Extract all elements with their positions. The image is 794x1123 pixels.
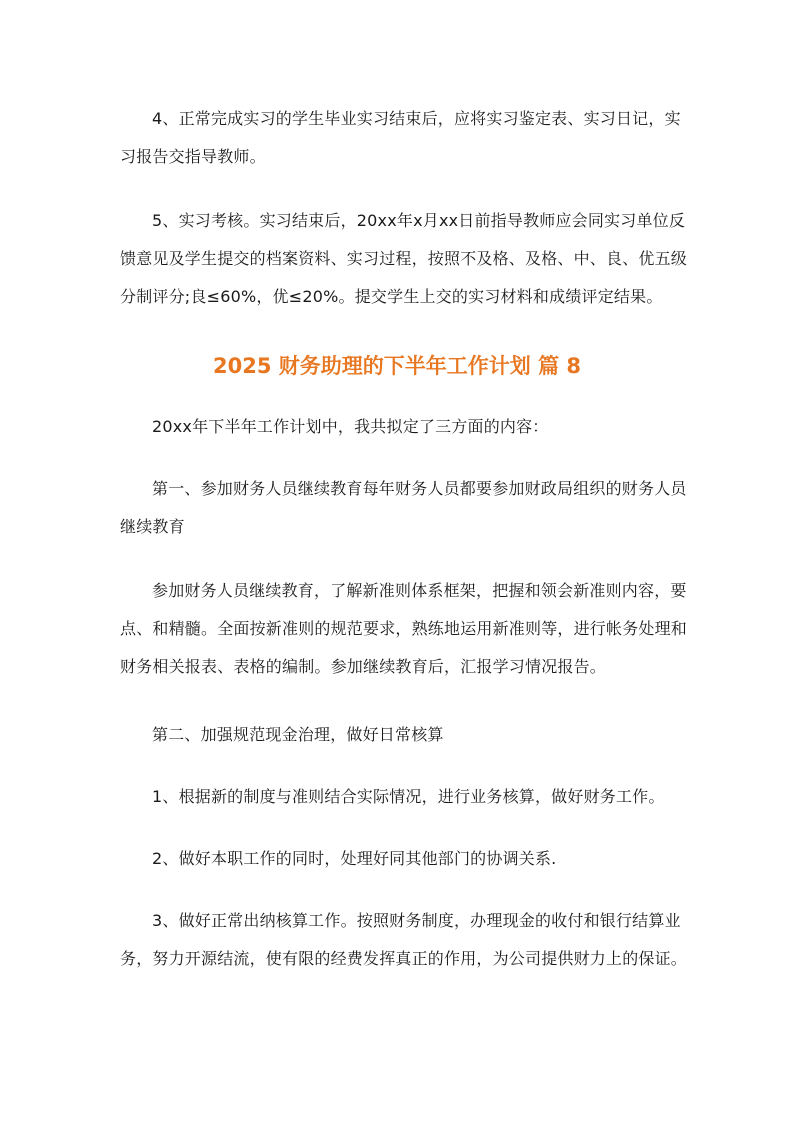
paragraph-item-1: 1、根据新的制度与准则结合实际情况，进行业务核算，做好财务工作。 bbox=[152, 787, 665, 806]
section-title: 2025 财务助理的下半年工作计划 篇 8 bbox=[213, 354, 581, 378]
paragraph-second-heading: 第二、加强规范现金治理，做好日常核算 bbox=[152, 725, 444, 744]
paragraph-intro: 20xx年下半年工作计划中，我共拟定了三方面的内容： bbox=[152, 417, 549, 436]
paragraph-item-2: 2、做好本职工作的同时，处理好同其他部门的协调关系. bbox=[152, 849, 557, 868]
paragraph-first-heading: 第一、参加财务人员继续教育每年财务人员都要参加财政局组织的财务人员继续教育 bbox=[120, 479, 687, 536]
paragraph-item-5: 5、实习考核。实习结束后，20xx年x月xx日前指导教师应会同实习单位反馈意见及学生提交的档案资料、实习过程，按照不及格、及格、中、良、优五级分制评分;良≤60%，优≤20%。提交学生上交的实习材料和成绩评定结果。 bbox=[120, 211, 688, 306]
paragraph-item-3: 3、做好正常出纳核算工作。按照财务制度，办理现金的收付和银行结算业务，努力开源结流，使有限的经费发挥真正的作用，为公司提供财力上的保证。 bbox=[120, 911, 688, 968]
paragraph-item-4: 4、正常完成实习的学生毕业实习结束后，应将实习鉴定表、实习日记，实习报告交指导教师。 bbox=[120, 109, 681, 166]
paragraph-education: 参加财务人员继续教育，了解新准则体系框架，把握和领会新准则内容，要点、和精髓。全面按新准则的规范要求，熟练地运用新准则等，进行帐务处理和财务相关报表、表格的编制。参加继续教育后，汇报学习情况报告。 bbox=[120, 581, 688, 676]
